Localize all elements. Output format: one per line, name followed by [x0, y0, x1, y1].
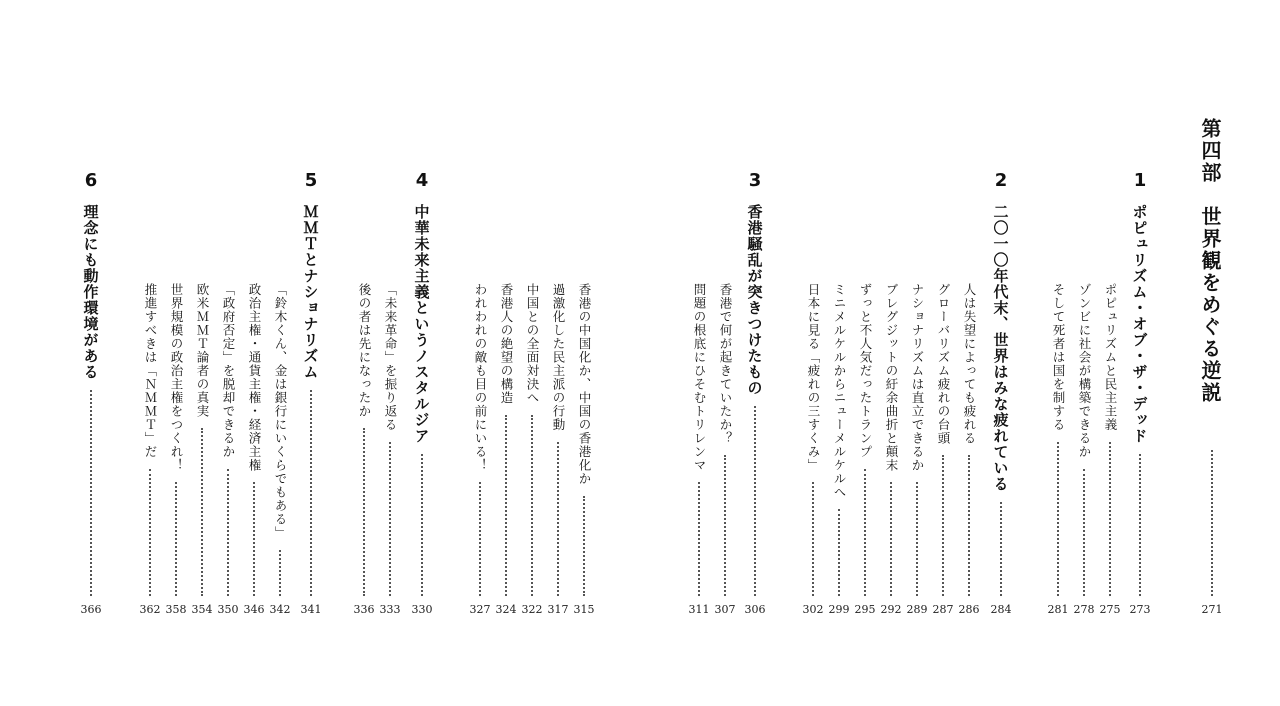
dot-leader	[201, 428, 203, 596]
section-page: 311	[688, 603, 710, 616]
section-page: 333	[379, 603, 401, 616]
dot-leader	[389, 442, 391, 597]
chapter-2-title: 二〇一〇年代末、世界はみな疲れている	[991, 204, 1010, 492]
section-title: そして死者は国を制する	[1051, 283, 1066, 432]
part-page: 271	[1201, 603, 1223, 616]
section-page: 327	[469, 603, 491, 616]
section-entry[interactable]	[493, 283, 519, 596]
section-title: 「未来革命」を振り返る	[383, 283, 398, 432]
section-title: 香港で何が起きていたか？	[718, 283, 733, 445]
chapter-4-number: 4	[415, 170, 429, 191]
section-page: 281	[1047, 603, 1069, 616]
section-title: 過激化した民主派の行動	[551, 283, 566, 432]
section-entry[interactable]	[904, 283, 930, 596]
dot-leader	[838, 509, 840, 596]
dot-leader	[724, 455, 726, 596]
section-title: 欧米ＭＭＴ論者の真実	[195, 283, 210, 418]
chapter-4-title: 中華未来主義というノスタルジア	[412, 204, 431, 444]
section-title: ナショナリズムは直立できるか	[910, 283, 925, 472]
section-page: 317	[547, 603, 569, 616]
dot-leader	[942, 455, 944, 596]
chapter-2-entry[interactable]	[988, 204, 1014, 596]
section-page: 278	[1073, 603, 1095, 616]
section-page: 358	[165, 603, 187, 616]
chapter-5-entry[interactable]	[298, 204, 324, 596]
section-page: 362	[139, 603, 161, 616]
section-title: ゾンビに社会が構築できるか	[1077, 283, 1092, 459]
section-page: 275	[1099, 603, 1121, 616]
section-entry[interactable]	[519, 283, 545, 596]
dot-leader	[890, 482, 892, 596]
section-entry[interactable]	[826, 283, 852, 596]
dot-leader	[531, 415, 533, 597]
section-entry[interactable]	[800, 283, 826, 596]
section-title: 後の者は先になったか	[357, 283, 372, 418]
chapter-4-page: 330	[411, 603, 433, 616]
dot-leader	[279, 550, 281, 597]
section-entry[interactable]	[878, 283, 904, 596]
section-entry[interactable]	[215, 283, 241, 596]
chapter-3-number: 3	[748, 170, 762, 191]
chapter-5-page: 341	[300, 603, 322, 616]
section-title: 日本に見る「疲れの三すくみ」	[806, 283, 821, 472]
section-title: 政治主権・通貨主権・経済主権	[247, 283, 262, 472]
section-entry[interactable]	[686, 283, 712, 596]
dot-leader	[1109, 442, 1111, 597]
chapter-6-title: 理念にも動作環境がある	[81, 204, 100, 380]
section-entry[interactable]	[377, 283, 403, 596]
section-entry[interactable]	[189, 283, 215, 596]
chapter-2-number: 2	[994, 170, 1008, 191]
section-page: 295	[854, 603, 876, 616]
dot-leader	[583, 496, 585, 597]
section-entry[interactable]	[712, 283, 738, 596]
section-entry[interactable]	[571, 283, 597, 596]
dot-leader	[557, 442, 559, 597]
chapter-5-title: ＭＭＴとナショナリズム	[301, 204, 320, 380]
dot-leader	[1057, 442, 1059, 597]
section-page: 287	[932, 603, 954, 616]
dot-leader	[175, 482, 177, 596]
dot-leader	[149, 469, 151, 597]
section-page: 346	[243, 603, 265, 616]
dot-leader	[505, 415, 507, 597]
section-title: ずっと不人気だったトランプ	[858, 283, 873, 459]
section-page: 324	[495, 603, 517, 616]
section-entry[interactable]	[956, 283, 982, 596]
section-title: 推進すべきは「ＮＭＭＴ」だ	[143, 283, 158, 459]
section-title: 香港人の絶望の構造	[499, 283, 514, 405]
section-page: 342	[269, 603, 291, 616]
dot-leader	[968, 455, 970, 596]
chapter-4-entry[interactable]	[409, 204, 435, 596]
section-entry[interactable]	[1097, 283, 1123, 596]
chapter-1-entry[interactable]	[1127, 204, 1153, 596]
dot-leader	[1083, 469, 1085, 597]
dot-leader	[1000, 502, 1002, 596]
section-page: 302	[802, 603, 824, 616]
section-title: 問題の根底にひそむトリレンマ	[692, 283, 707, 472]
chapter-1-number: 1	[1133, 170, 1147, 191]
section-title: 「政府否定」を脱却できるか	[221, 283, 236, 459]
section-title: 中国との全面対決へ	[525, 283, 540, 405]
chapter-1-title: ポピュリズム・オブ・ザ・デッド	[1130, 204, 1149, 444]
section-title: 人は失望によっても疲れる	[962, 283, 977, 445]
section-title: ミニメルケルからニューメルケルへ	[832, 283, 847, 499]
section-page: 322	[521, 603, 543, 616]
section-entry[interactable]	[467, 283, 493, 596]
section-entry[interactable]	[351, 283, 377, 596]
section-entry[interactable]	[930, 283, 956, 596]
chapter-3-entry[interactable]	[742, 204, 768, 596]
section-entry[interactable]	[1071, 283, 1097, 596]
dot-leader	[754, 406, 756, 596]
chapter-6-number: 6	[84, 170, 98, 191]
part-title: 第四部 世界観をめぐる逆説	[1198, 118, 1222, 404]
section-page: 336	[353, 603, 375, 616]
section-title: ポピュリズムと民主主義	[1103, 283, 1118, 432]
section-title: 世界規模の政治主権をつくれ！	[169, 283, 184, 472]
section-title: 「鈴木くん、金は銀行にいくらでもある」	[273, 283, 288, 540]
section-title: ブレグジットの紆余曲折と顛末	[884, 283, 899, 472]
dot-leader	[1139, 454, 1141, 596]
section-entry[interactable]	[545, 283, 571, 596]
dot-leader	[310, 390, 312, 596]
chapter-6-page: 366	[80, 603, 102, 616]
chapter-1-page: 273	[1129, 603, 1151, 616]
section-page: 315	[573, 603, 595, 616]
section-entry[interactable]	[163, 283, 189, 596]
chapter-5-number: 5	[304, 170, 318, 191]
section-page: 299	[828, 603, 850, 616]
part-leader	[1211, 450, 1217, 596]
chapter-3-title: 香港騒乱が突きつけたもの	[745, 204, 764, 396]
dot-leader	[227, 469, 229, 597]
dot-leader	[479, 482, 481, 596]
dot-leader	[363, 428, 365, 596]
section-title: われわれの敵も目の前にいる！	[473, 283, 488, 472]
section-title: 香港の中国化か、中国の香港化か	[577, 283, 592, 486]
section-entry[interactable]	[267, 283, 293, 596]
chapter-2-page: 284	[990, 603, 1012, 616]
dot-leader	[421, 454, 423, 596]
section-page: 286	[958, 603, 980, 616]
section-page: 354	[191, 603, 213, 616]
section-page: 292	[880, 603, 902, 616]
section-page: 307	[714, 603, 736, 616]
section-entry[interactable]	[852, 283, 878, 596]
section-title: グローバリズム疲れの台頭	[936, 283, 951, 445]
dot-leader	[90, 390, 92, 596]
section-page: 289	[906, 603, 928, 616]
dot-leader	[698, 482, 700, 596]
section-entry[interactable]	[1045, 283, 1071, 596]
section-entry[interactable]	[137, 283, 163, 596]
chapter-3-page: 306	[744, 603, 766, 616]
section-entry[interactable]	[241, 283, 267, 596]
dot-leader	[864, 469, 866, 597]
chapter-6-entry[interactable]	[78, 204, 104, 596]
section-page: 350	[217, 603, 239, 616]
dot-leader	[916, 482, 918, 596]
dot-leader	[253, 482, 255, 596]
dot-leader	[812, 482, 814, 596]
